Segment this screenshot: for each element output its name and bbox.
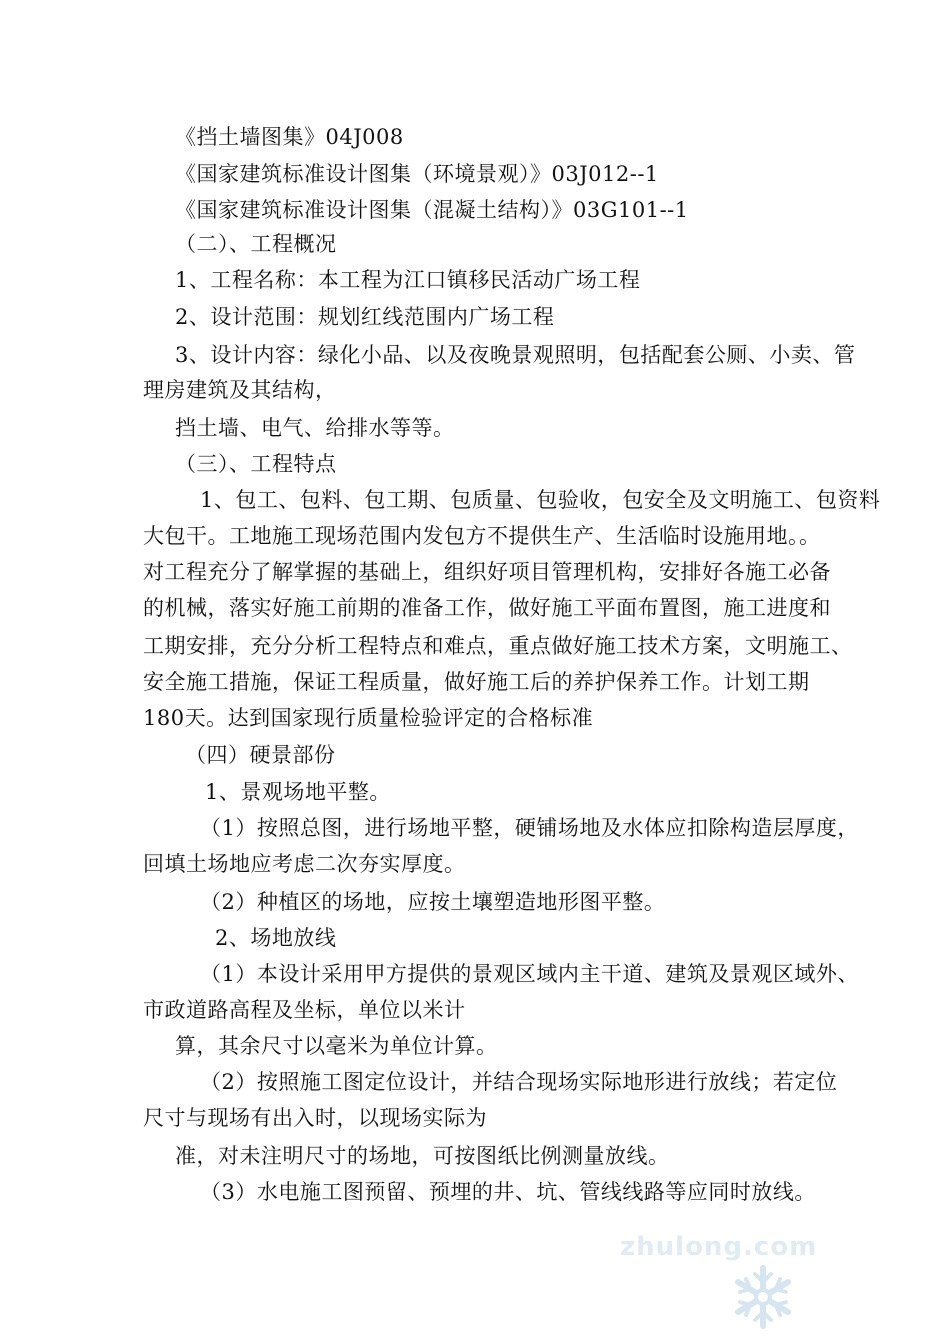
text-line: 安全施工措施，保证工程质量，做好施工后的养护保养工作。计划工期 bbox=[143, 670, 810, 694]
text-line: 3、设计内容：绿化小品、以及夜晚景观照明，包括配套公厕、小卖、管 bbox=[175, 343, 856, 367]
text-line: 《挡土墙图集》04J008 bbox=[175, 125, 404, 149]
text-line: 工期安排，充分分析工程特点和难点，重点做好施工技术方案，文明施工、 bbox=[143, 634, 853, 658]
text-line: 1、包工、包料、包工期、包质量、包验收，包安全及文明施工、包资料 bbox=[200, 488, 881, 512]
text-line: 挡土墙、电气、给排水等等。 bbox=[175, 416, 455, 440]
section-heading: （三）、工程特点 bbox=[175, 452, 337, 476]
text-line: （2）按照施工图定位设计，并结合现场实际地形进行放线；若定位 bbox=[200, 1070, 838, 1094]
text-line: 大包干。工地施工现场范围内发包方不提供生产、生活临时设施用地。。 bbox=[143, 524, 821, 548]
text-line: （2）种植区的场地，应按土壤塑造地形图平整。 bbox=[200, 890, 666, 914]
text-line: 尺寸与现场有出入时，以现场实际为 bbox=[143, 1106, 487, 1130]
text-line: （3）水电施工图预留、预埋的井、坑、管线线路等应同时放线。 bbox=[200, 1180, 816, 1204]
text-line: （1）本设计采用甲方提供的景观区域内主干道、建筑及景观区域外、 bbox=[200, 962, 859, 986]
text-line: 回填土场地应考虑二次夯实厚度。 bbox=[143, 852, 466, 876]
text-line: 1、工程名称：本工程为江口镇移民活动广场工程 bbox=[175, 268, 641, 292]
text-line: 2、场地放线 bbox=[215, 926, 337, 950]
section-heading: （二）、工程概况 bbox=[175, 232, 337, 256]
text-line: 2、设计范围：规划红线范围内广场工程 bbox=[175, 305, 555, 329]
text-line: 算，其余尺寸以毫米为单位计算。 bbox=[175, 1034, 498, 1058]
text-line: 《国家建筑标准设计图集（环境景观）》03J012--1 bbox=[175, 162, 659, 186]
text-line: 对工程充分了解掌握的基础上，组织好项目管理机构，安排好各施工必备 bbox=[143, 560, 831, 584]
text-line: 理房建筑及其结构， bbox=[143, 378, 337, 402]
text-line: 180天。达到国家现行质量检验评定的合格标准 bbox=[143, 706, 594, 730]
text-line: 准，对未注明尺寸的场地，可按图纸比例测量放线。 bbox=[175, 1144, 670, 1168]
text-line: （1）按照总图，进行场地平整，硬铺场地及水体应扣除构造层厚度， bbox=[200, 816, 859, 840]
text-line: 的机械，落实好施工前期的准备工作，做好施工平面布置图，施工进度和 bbox=[143, 596, 831, 620]
section-heading: （四）硬景部份 bbox=[185, 743, 336, 767]
text-line: 市政道路高程及坐标，单位以米计 bbox=[143, 998, 466, 1022]
text-line: 《国家建筑标准设计图集（混凝土结构）》03G101--1 bbox=[175, 198, 689, 222]
text-line: 1、景观场地平整。 bbox=[205, 780, 391, 804]
watermark-text: zhulong.com bbox=[620, 1232, 818, 1262]
snowflake-logo-icon bbox=[728, 1262, 798, 1332]
